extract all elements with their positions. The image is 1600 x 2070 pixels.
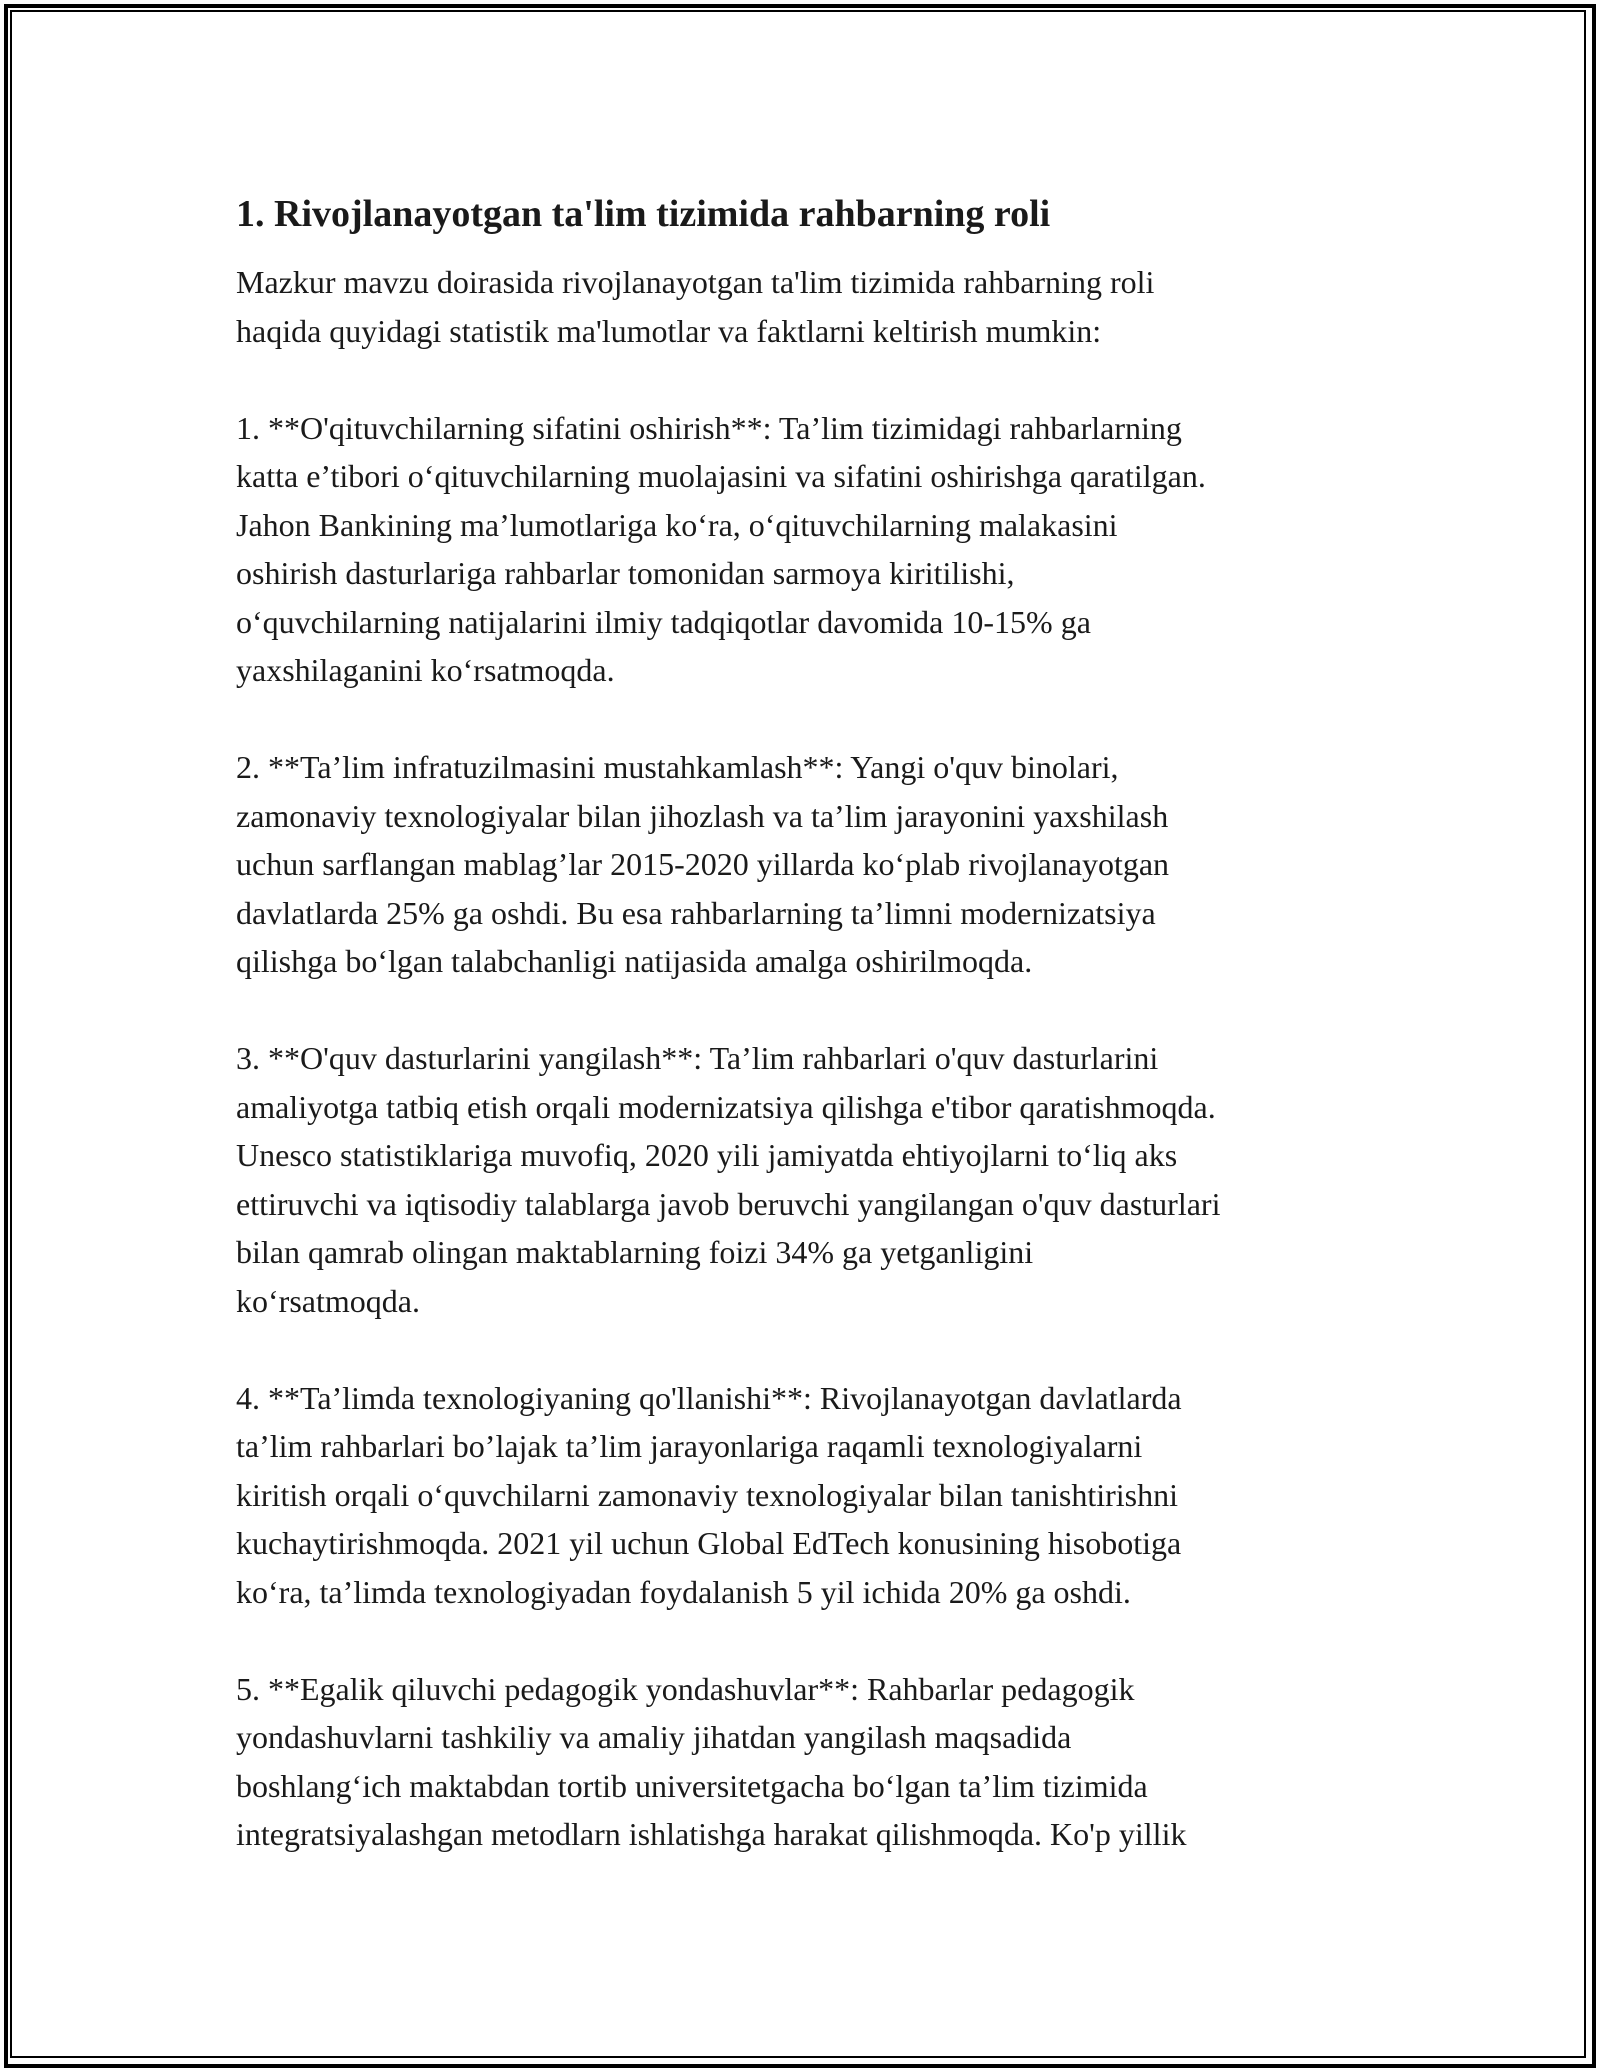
text-line: amaliyotga tatbiq etish orqali modernizatsiya qilishga e'tibor qaratishmoqda. bbox=[236, 1088, 1216, 1125]
text-line: oshirish dasturlariga rahbarlar tomonidan sarmoya kiritilishi, bbox=[236, 555, 1015, 591]
intro-paragraph bbox=[236, 258, 1366, 355]
text-line: zamonaviy texnologiyalar bilan jihozlash va ta’lim jarayonini yaxshilash bbox=[236, 797, 1169, 834]
text-line: Mazkur mavzu doirasida rivojlanayotgan ta'lim tizimida rahbarning roli bbox=[236, 264, 1155, 300]
document-page bbox=[236, 190, 1366, 1907]
text-line: yondashuvlarni tashkiliy va amaliy jihatdan yangilash maqsadida bbox=[236, 1719, 1072, 1755]
text-line: boshlang‘ich maktabdan tortib universitetgacha bo‘lgan ta’lim tizimida bbox=[236, 1767, 1148, 1804]
list-item-3 bbox=[236, 1034, 1366, 1325]
list-item-1 bbox=[236, 404, 1366, 695]
text-line: ta’lim rahbarlari bo’lajak ta’lim jarayonlariga raqamli texnologiyalarni bbox=[236, 1428, 1143, 1464]
text-line: 2. **Ta’lim infratuzilmasini mustahkamlash**: Yangi o'quv binolari, bbox=[236, 749, 1119, 785]
text-line: Unesco statistiklariga muvofiq, 2020 yili jamiyatda ehtiyojlarni to‘liq aks bbox=[236, 1137, 1178, 1173]
text-line: 1. **O'qituvchilarning sifatini oshirish**: Ta’lim tizimidagi rahbarlarning bbox=[236, 409, 1182, 446]
list-item-2 bbox=[236, 743, 1366, 986]
text-line: bilan qamrab olingan maktablarning foizi 34% ga yetganligini bbox=[236, 1234, 1034, 1270]
text-line: davlatlarda 25% ga oshdi. Bu esa rahbarlarning ta’limni modernizatsiya bbox=[236, 894, 1156, 931]
text-line: uchun sarflangan mablag’lar 2015-2020 yillarda ko‘plab rivojlanayotgan bbox=[236, 846, 1170, 882]
text-line: integratsiyalashgan metodlarn ishlatishga harakat qilishmoqda. Ko'p yillik bbox=[236, 1816, 1187, 1852]
text-line: o‘quvchilarning natijalarini ilmiy tadqiqotlar davomida 10-15% ga bbox=[236, 603, 1091, 640]
text-line: 4. **Ta’limda texnologiyaning qo'llanishi**: Rivojlanayotgan davlatlarda bbox=[236, 1379, 1182, 1416]
text-line: ko‘ra, ta’limda texnologiyadan foydalanish 5 yil ichida 20% ga oshdi. bbox=[236, 1573, 1131, 1610]
text-line: Jahon Bankining ma’lumotlariga ko‘ra, o‘qituvchilarning malakasini bbox=[236, 506, 1118, 543]
text-line: kuchaytirishmoqda. 2021 yil uchun Global EdTech konusining hisobotiga bbox=[236, 1525, 1182, 1561]
text-line: katta e’tibori o‘qituvchilarning muolajasini va sifatini oshirishga qaratilgan. bbox=[236, 458, 1206, 494]
text-line: ettiruvchi va iqtisodiy talablarga javob beruvchi yangilangan o'quv dasturlari bbox=[236, 1185, 1221, 1222]
text-line: ko‘rsatmoqda. bbox=[236, 1282, 420, 1319]
text-line: qilishga bo‘lgan talabchanligi natijasida amalga oshirilmoqda. bbox=[236, 943, 1033, 979]
text-line: 5. **Egalik qiluvchi pedagogik yondashuvlar**: Rahbarlar pedagogik bbox=[236, 1670, 1135, 1707]
text-line: yaxshilaganini ko‘rsatmoqda. bbox=[236, 652, 615, 688]
list-item-5 bbox=[236, 1665, 1366, 1859]
document-title: 1. Rivojlanayotgan ta'lim tizimida rahbarning roli bbox=[236, 193, 1051, 235]
list-item-4 bbox=[236, 1374, 1366, 1617]
text-line: kiritish orqali o‘quvchilarni zamonaviy texnologiyalar bilan tanishtirishni bbox=[236, 1476, 1179, 1513]
text-line: 3. **O'quv dasturlarini yangilash**: Ta’lim rahbarlari o'quv dasturlarini bbox=[236, 1040, 1159, 1076]
text-line: haqida quyidagi statistik ma'lumotlar va faktlarni keltirish mumkin: bbox=[236, 312, 1102, 349]
